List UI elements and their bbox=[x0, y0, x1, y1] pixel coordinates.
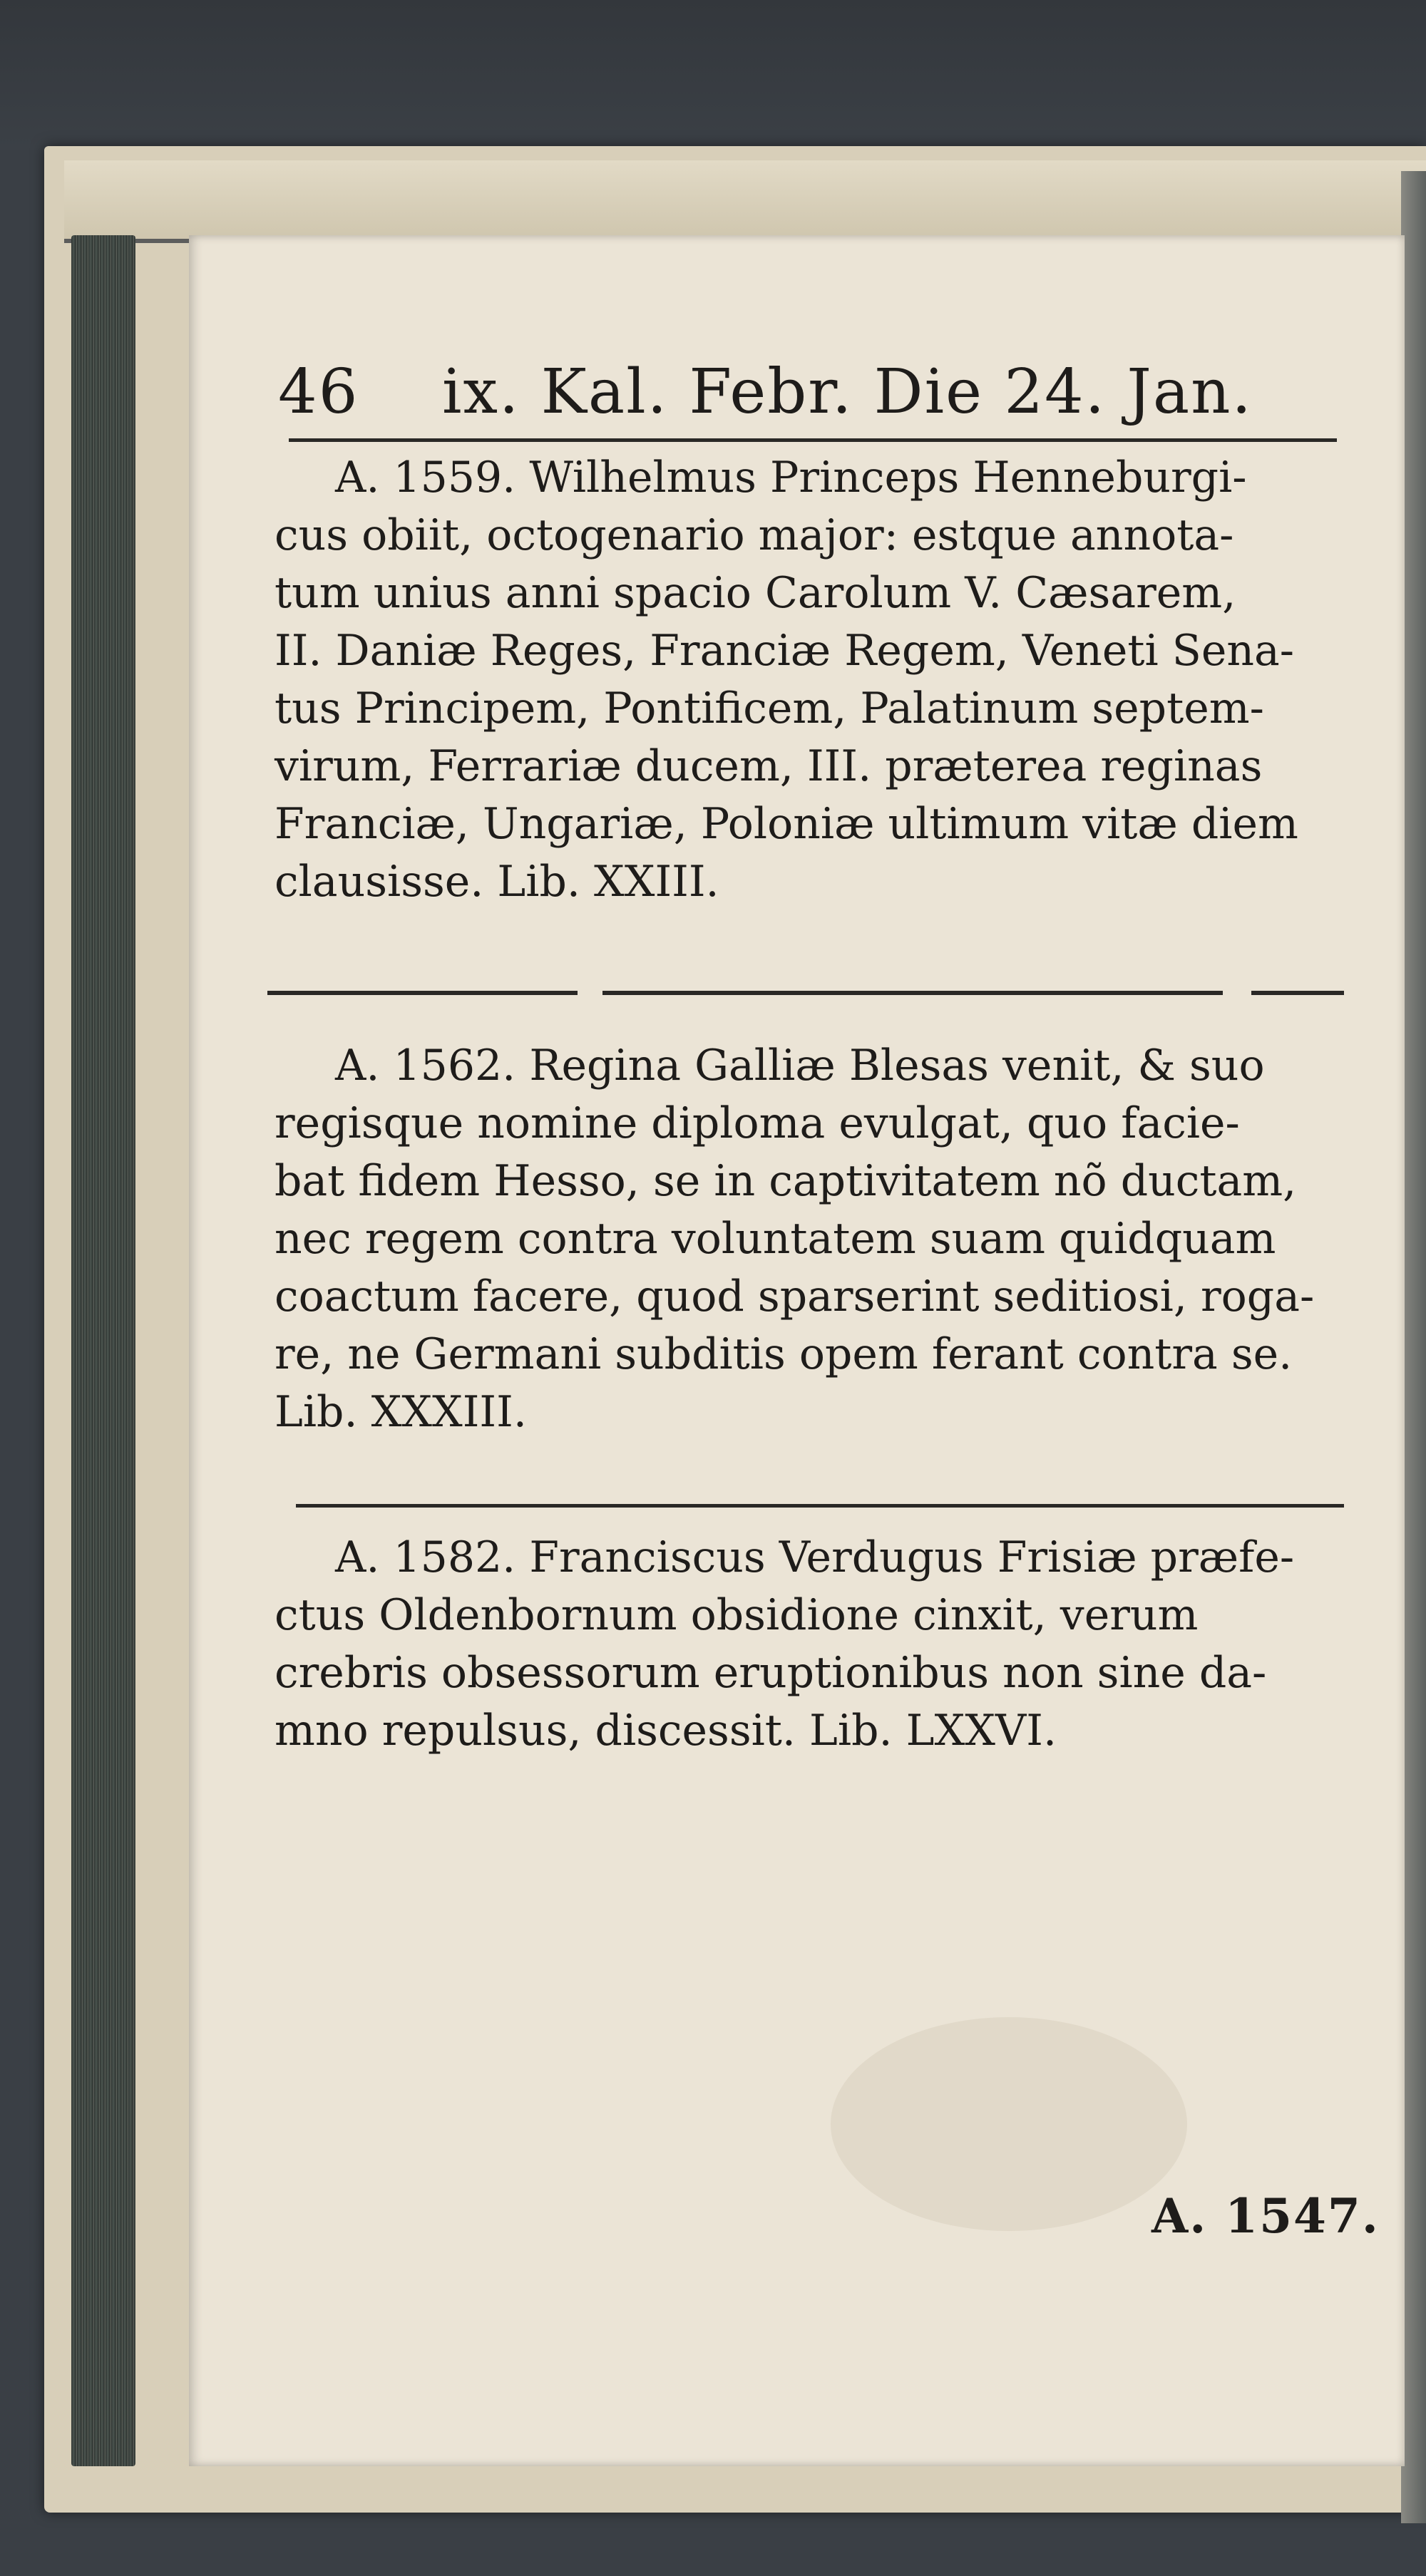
section-rule bbox=[267, 991, 578, 995]
entry-line: regisque nomine diploma evulgat, quo facie- bbox=[275, 1098, 1240, 1148]
section-rule bbox=[1251, 991, 1344, 995]
running-head bbox=[278, 356, 1315, 428]
book-right-edge bbox=[1401, 171, 1426, 2523]
book-page bbox=[189, 235, 1405, 2466]
entry-line: cus obiit, octogenario major: estque annota- bbox=[275, 510, 1234, 560]
entry-line: A. 1562. Regina Galliæ Blesas venit, & suo bbox=[335, 1041, 1265, 1091]
background bbox=[0, 0, 1426, 150]
entry-line: mno repulsus, discessit. Lib. LXXVI. bbox=[275, 1706, 1057, 1756]
entry-line: Franciæ, Ungariæ, Poloniæ ultimum vitæ diem bbox=[275, 799, 1298, 849]
entry-line: A. 1559. Wilhelmus Princeps Henneburgi- bbox=[335, 453, 1247, 503]
page-heading: ix. Kal. Febr. Die 24. Jan. bbox=[442, 356, 1253, 428]
entry-line: Lib. XXXIII. bbox=[275, 1387, 527, 1437]
entry-line: crebris obsessorum eruptionibus non sine da- bbox=[275, 1648, 1267, 1698]
entry-line: virum, Ferrariæ ducem, III. præterea reginas bbox=[275, 741, 1263, 791]
page-edges bbox=[71, 235, 135, 2466]
header-rule bbox=[289, 438, 1337, 442]
entry-line: re, ne Germani subditis opem ferant contra se. bbox=[275, 1329, 1293, 1379]
book-top-edge bbox=[64, 160, 1426, 243]
entry-line: A. 1582. Franciscus Verdugus Frisiæ præfe- bbox=[335, 1532, 1295, 1582]
entry-line: II. Daniæ Reges, Franciæ Regem, Veneti Sena- bbox=[275, 626, 1295, 676]
entry-line: coactum facere, quod sparserint seditiosi, roga- bbox=[275, 1272, 1315, 1322]
entry-line: clausisse. Lib. XXIII. bbox=[275, 857, 719, 907]
page-number: 46 bbox=[278, 356, 359, 428]
entry-line: tum unius anni spacio Carolum V. Cæsarem, bbox=[275, 568, 1236, 618]
entry-line: bat fidem Hesso, se in captivitatem nõ ductam, bbox=[275, 1156, 1297, 1206]
paper-stain bbox=[831, 2017, 1187, 2231]
section-rule bbox=[602, 991, 1223, 995]
entry-1582 bbox=[275, 1529, 1351, 1760]
entry-line: ctus Oldenbornum obsidione cinxit, verum bbox=[275, 1590, 1199, 1640]
entry-1559 bbox=[275, 449, 1351, 911]
catchword: A. 1547. bbox=[1151, 2188, 1380, 2244]
entry-line: nec regem contra voluntatem suam quidquam bbox=[275, 1214, 1276, 1264]
entry-line: tus Principem, Pontificem, Palatinum septem- bbox=[275, 684, 1264, 733]
section-rule bbox=[296, 1504, 1344, 1508]
entry-1562 bbox=[275, 1037, 1351, 1441]
